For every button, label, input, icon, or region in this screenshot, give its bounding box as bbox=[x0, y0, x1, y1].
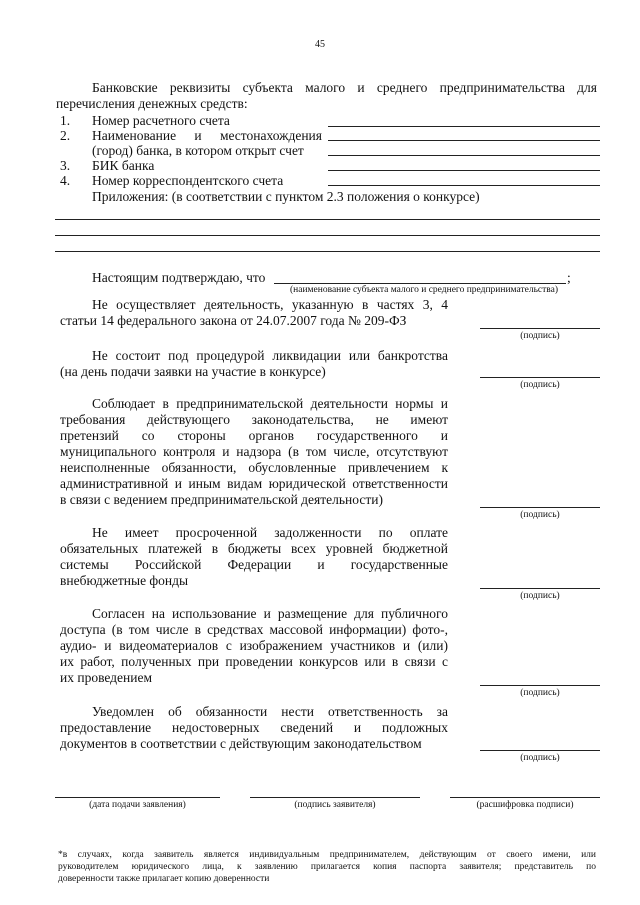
subject-name-field-line bbox=[274, 283, 566, 284]
applicant-signature-line bbox=[250, 797, 420, 798]
signature-caption: (подпись) bbox=[520, 591, 560, 601]
bank-intro-line2: перечисления денежных средств: bbox=[56, 96, 248, 111]
footnote-line: руководителем юридического лица, к заявлению прилагается копия паспорта заявителя; представитель по bbox=[58, 862, 596, 872]
bank-item-num: 4. bbox=[60, 173, 71, 188]
page-number: 45 bbox=[315, 39, 325, 50]
signature-caption: (подпись) bbox=[520, 753, 560, 763]
statement-line: внебюджетные фонды bbox=[60, 573, 189, 588]
attachments-line bbox=[55, 219, 600, 220]
statement-line: аудио- и видеоматериалов с изображением участников и (или) bbox=[60, 638, 448, 653]
signature-caption: (подпись) bbox=[520, 380, 560, 390]
confirm-lead: Настоящим подтверждаю, что bbox=[92, 270, 266, 285]
statement-line: в связи с ведением предпринимательской деятельности) bbox=[60, 492, 383, 507]
statement-line: доступа (в том числе в средствах массовой информации) фото-, bbox=[60, 622, 448, 637]
statement-line: Не состоит под процедурой ликвидации или банкротства bbox=[92, 348, 448, 363]
statement-line: Не осуществляет деятельность, указанную в частях 3, 4 bbox=[92, 297, 448, 312]
bank-item-label: Номер корреспондентского счета bbox=[92, 173, 284, 188]
applicant-signature-caption: (подпись заявителя) bbox=[294, 800, 376, 810]
bank-intro-line1: Банковские реквизиты субъекта малого и среднего предпринимательства для bbox=[92, 80, 597, 95]
signature-line bbox=[480, 588, 600, 589]
bank-item-label: Наименование и местонахождения bbox=[92, 128, 322, 143]
bank-item-label-cont: (город) банка, в котором открыт счет bbox=[92, 143, 304, 158]
statement-line: системы Российской Федерации и государственные bbox=[60, 557, 448, 572]
bank-item-label: БИК банка bbox=[92, 158, 155, 173]
statement-line: неисполненные обязанности, обусловленные привлечением к bbox=[60, 460, 448, 475]
signature-decoding-line bbox=[450, 797, 600, 798]
attachments-line bbox=[55, 251, 600, 252]
statement-line: претензий со стороны органов государственного и bbox=[60, 428, 448, 443]
statement-line: предоставление недостоверных сведений и подложных bbox=[60, 720, 448, 735]
bank-item-num: 1. bbox=[60, 113, 71, 128]
date-line bbox=[55, 797, 220, 798]
signature-line bbox=[480, 328, 600, 329]
statement-line: Уведомлен об обязанности нести ответственность за bbox=[92, 704, 448, 719]
bank-account-field-line bbox=[328, 126, 600, 127]
statement-line: Соблюдает в предпринимательской деятельности нормы и bbox=[92, 396, 448, 411]
bank-item-num: 3. bbox=[60, 158, 71, 173]
signature-caption: (подпись) bbox=[520, 688, 560, 698]
signature-caption: (подпись) bbox=[520, 510, 560, 520]
statement-line: их проведением bbox=[60, 670, 153, 685]
bik-field-line bbox=[328, 170, 600, 171]
signature-decoding-caption: (расшифровка подписи) bbox=[476, 800, 574, 810]
subject-name-caption: (наименование субъекта малого и среднего предпринимательства) bbox=[290, 285, 559, 295]
confirm-semicolon: ; bbox=[567, 270, 571, 285]
statement-line: Не имеет просроченной задолженности по оплате bbox=[92, 525, 448, 540]
statement-line: Согласен на использование и размещение для публичного bbox=[92, 606, 448, 621]
statement-line: (на день подачи заявки на участие в конкурсе) bbox=[60, 364, 326, 379]
bank-item-num: 2. bbox=[60, 128, 71, 143]
signature-line bbox=[480, 685, 600, 686]
statement-line: административной и иным видам юридической ответственности bbox=[60, 476, 448, 491]
date-caption: (дата подачи заявления) bbox=[89, 800, 186, 810]
footnote-line: *в случаях, когда заявитель является индивидуальным предпринимателем, действующим от своего имени, или bbox=[58, 850, 596, 860]
statement-line: их работ, полученных при проведении конкурсов или в связи с bbox=[60, 654, 448, 669]
signature-line bbox=[480, 750, 600, 751]
attachments-label: Приложения: (в соответствии с пунктом 2.3 положения о конкурсе) bbox=[92, 189, 480, 204]
statement-line: требования действующего законодательства, не имеют bbox=[60, 412, 448, 427]
bank-name-field-line bbox=[328, 140, 600, 141]
statement-line: документов в соответствии с действующим законодательством bbox=[60, 736, 422, 751]
attachments-line bbox=[55, 235, 600, 236]
statement-line: статьи 14 федерального закона от 24.07.2007 года № 209-ФЗ bbox=[60, 313, 407, 328]
footnote-line: доверенности также прилагает копию доверенности bbox=[58, 874, 270, 884]
signature-line bbox=[480, 507, 600, 508]
statement-line: муниципального контроля и надзора (в том числе, отсутствуют bbox=[60, 444, 448, 459]
signature-caption: (подпись) bbox=[520, 331, 560, 341]
statement-line: обязательных платежей в бюджеты всех уровней бюджетной bbox=[60, 541, 448, 556]
bank-location-field-line bbox=[328, 155, 600, 156]
corr-account-field-line bbox=[328, 185, 600, 186]
signature-line bbox=[480, 377, 600, 378]
bank-item-label: Номер расчетного счета bbox=[92, 113, 230, 128]
